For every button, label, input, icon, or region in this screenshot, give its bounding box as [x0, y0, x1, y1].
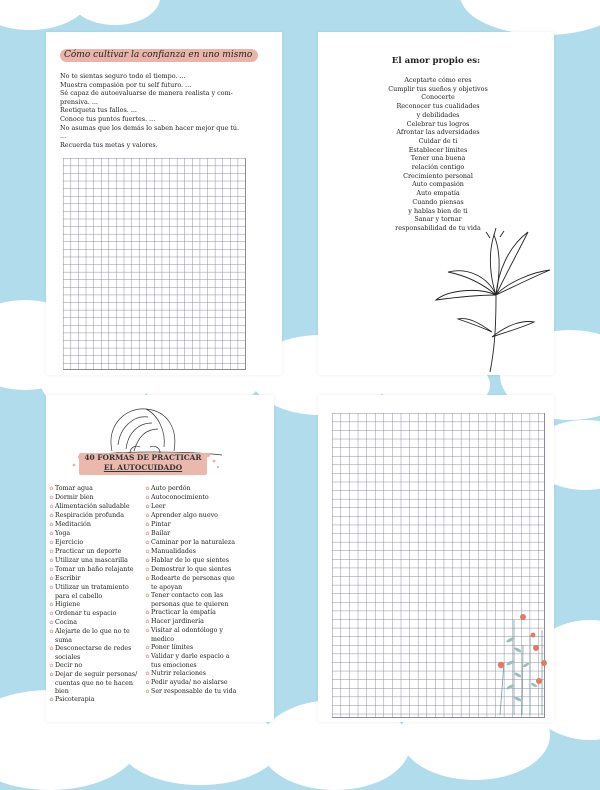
- flower-bullet-icon: ✿: [49, 610, 54, 617]
- selfcare-item: [48, 566, 141, 575]
- selfcare-item: [144, 636, 274, 644]
- selfcare-item-label: suma: [55, 636, 73, 644]
- selfcare-item: [144, 503, 274, 512]
- selfcare-item: [144, 601, 274, 609]
- self-love-item: Cuidar de ti: [418, 136, 458, 145]
- cloud: [460, 0, 600, 35]
- self-love-item: Cumplir tus sueños y objetivos: [388, 84, 488, 93]
- selfcare-item-label: Alimentación saludable: [55, 502, 130, 510]
- selfcare-item: [144, 609, 274, 618]
- self-love-item: Sanar y tornar: [414, 215, 462, 224]
- flower-bullet-icon: ✿: [145, 539, 150, 546]
- grid-page: [318, 395, 554, 722]
- selfcare-item-label: Alejarte de lo que no te: [55, 627, 130, 635]
- selfcare-item-label: Practicar un deporte: [55, 547, 122, 555]
- selfcare-item-label: Hablar de lo que sientes: [151, 556, 229, 564]
- self-love-item: Afrontar las adversidades: [396, 128, 480, 137]
- selfcare-item: [48, 521, 141, 530]
- selfcare-item-label: Decir no: [55, 661, 83, 669]
- selfcare-item-label: bien: [55, 687, 69, 695]
- selfcare-item: [48, 503, 141, 512]
- selfcare-item-label: Higiene: [55, 600, 81, 608]
- selfcare-item-label: Bailar: [151, 529, 171, 537]
- confidence-line: prensiva. ...: [60, 97, 98, 106]
- selfcare-item: [144, 512, 274, 521]
- selfcare-item: [48, 530, 141, 539]
- selfcare-item-label: Visitar al odontólogo y: [151, 626, 223, 634]
- selfcare-item: [144, 627, 274, 636]
- selfcare-item: [144, 662, 274, 670]
- selfcare-item: [144, 584, 274, 592]
- flower-bullet-icon: ✿: [145, 557, 150, 564]
- cloud: [70, 0, 160, 25]
- selfcare-title-line2: EL AUTOCUIDADO: [103, 462, 183, 472]
- selfcare-item: [144, 618, 274, 627]
- selfcare-item-label: te apoyan: [151, 583, 183, 591]
- selfcare-item: [144, 670, 274, 679]
- selfcare-item: [48, 539, 141, 548]
- flower-bullet-icon: ✿: [145, 609, 150, 616]
- wildflowers-illustration: [318, 395, 554, 722]
- flower-bullet-icon: ✿: [49, 486, 54, 492]
- self-love-item: responsabilidad de tu vida: [395, 223, 481, 232]
- selfcare-item-label: Respiración profunda: [55, 511, 124, 519]
- selfcare-item: [144, 521, 274, 530]
- flower-bullet-icon: ✿: [145, 618, 150, 625]
- flower-bullet-icon: ✿: [49, 584, 54, 591]
- selfcare-item-label: Tomar agua: [55, 485, 93, 492]
- selfcare-item-label: Psicoterapia: [55, 695, 95, 703]
- selfcare-item: [48, 671, 141, 680]
- self-love-page: [318, 32, 554, 375]
- flower-bullet-icon: ✿: [49, 566, 54, 573]
- flower-bullet-icon: ✿: [145, 494, 150, 501]
- self-love-item: Establecer límites: [408, 145, 468, 154]
- flower-bullet-icon: ✿: [49, 601, 54, 608]
- selfcare-item: [48, 637, 141, 645]
- selfcare-item-label: personas que te quieren: [151, 600, 229, 608]
- selfcare-item-label: Desconectarse de redes: [55, 644, 132, 652]
- selfcare-item: [48, 557, 141, 566]
- selfcare-item-label: Ejercicio: [55, 538, 84, 546]
- confidence-title: Cómo cultivar la confianza en uno mismo: [60, 49, 258, 62]
- confidence-page: [46, 32, 282, 375]
- flower-bullet-icon: ✿: [145, 503, 150, 510]
- selfcare-item: [144, 566, 274, 575]
- confidence-line: No te sientas seguro todo el tiempo. ...: [60, 72, 186, 80]
- selfcare-item: [48, 696, 141, 705]
- flower-bullet-icon: ✿: [49, 503, 54, 510]
- selfcare-item-label: Yoga: [55, 529, 71, 537]
- selfcare-item: [48, 680, 141, 688]
- selfcare-item: [48, 610, 141, 619]
- self-love-item: Cuando piensas: [412, 197, 464, 206]
- flower-bullet-icon: ✿: [49, 662, 54, 669]
- selfcare-item: [144, 548, 274, 557]
- self-love-item: Auto empatía: [416, 189, 460, 198]
- selfcare-item-label: Dormir bien: [55, 493, 94, 501]
- selfcare-item: [144, 592, 274, 601]
- selfcare-item: [48, 662, 141, 671]
- selfcare-item: [48, 548, 141, 557]
- selfcare-item-label: Ordenar tu espacio: [55, 609, 117, 617]
- selfcare-item: [144, 557, 274, 566]
- confidence-text: [60, 72, 256, 149]
- selfcare-item: [144, 653, 274, 662]
- flower-bullet-icon: ✿: [145, 592, 150, 599]
- selfcare-item-label: Dejar de seguir personas/: [55, 670, 138, 678]
- flower-bullet-icon: ✿: [145, 512, 150, 519]
- selfcare-item-label: Rodearte de personas que: [151, 574, 235, 582]
- selfcare-item-label: Practicar la empatía: [151, 608, 216, 616]
- self-love-item: Reconocer tus cualidades: [396, 102, 480, 111]
- selfcare-item: [144, 539, 274, 548]
- selfcare-item-label: Utilizar una mascarilla: [55, 556, 128, 564]
- selfcare-item-label: para el cabello: [55, 592, 103, 600]
- confidence-line: Reetiqueta tus fallos. ...: [60, 106, 137, 115]
- selfcare-item-label: Utilizar un tratamiento: [55, 583, 129, 591]
- flower-bullet-icon: ✿: [145, 575, 150, 582]
- flower-bullet-icon: ✿: [145, 627, 150, 634]
- flower-bullet-icon: ✿: [49, 696, 54, 703]
- flower-bullet-icon: ✿: [145, 530, 150, 537]
- flower-bullet-icon: ✿: [145, 679, 150, 686]
- flower-bullet-icon: ✿: [145, 653, 150, 660]
- selfcare-item-label: Hacer jardinería: [151, 617, 204, 625]
- selfcare-item: [144, 575, 274, 584]
- selfcare-item: [144, 485, 274, 494]
- selfcare-item-label: Aprender algo nuevo: [151, 511, 218, 519]
- selfcare-item: [144, 494, 274, 503]
- self-love-item: Tener una buena: [410, 154, 466, 163]
- selfcare-item-label: Auto perdón: [151, 485, 191, 492]
- selfcare-item-label: Escribir: [55, 574, 81, 582]
- selfcare-item: [48, 688, 141, 696]
- flower-bullet-icon: ✿: [49, 557, 54, 564]
- confidence-line: Recuerda tus metas y valores.: [60, 140, 158, 149]
- selfcare-item-label: Validar y darle espacio a: [151, 652, 230, 660]
- selfcare-item: [48, 575, 141, 584]
- selfcare-item: [48, 619, 141, 628]
- selfcare-item: [48, 593, 141, 601]
- flower-bullet-icon: ✿: [49, 628, 54, 635]
- selfcare-title: [79, 453, 207, 472]
- selfcare-item-label: Ser responsable de tu vida: [151, 687, 237, 695]
- flower-bullet-icon: ✿: [49, 671, 54, 678]
- selfcare-item: [144, 644, 274, 653]
- flower-bullet-icon: ✿: [49, 530, 54, 537]
- selfcare-item: [48, 584, 141, 593]
- flower-bullet-icon: ✿: [145, 486, 150, 492]
- lily-flower-illustration: [318, 32, 554, 375]
- selfcare-item-label: Nutrir relaciones: [151, 669, 206, 677]
- flower-bullet-icon: ✿: [145, 566, 150, 573]
- confidence-line: Conoce tus puntos fuertes. ...: [60, 114, 156, 123]
- selfcare-item-label: tus emociones: [151, 661, 197, 669]
- self-love-item: Celebrar tus logros: [406, 119, 470, 128]
- selfcare-item-label: Pedir ayuda/ no aislarse: [151, 678, 228, 686]
- selfcare-item-label: Pintar: [151, 520, 171, 528]
- self-love-item: Conocerte: [421, 93, 455, 102]
- selfcare-column-1: [48, 485, 141, 705]
- selfcare-item: [144, 530, 274, 539]
- selfcare-item-label: Tener contacto con las: [151, 591, 224, 599]
- grid-paper: [63, 158, 246, 370]
- selfcare-item-label: Tomar un baño relajante: [55, 565, 134, 573]
- selfcare-item-label: Manualidades: [151, 547, 196, 555]
- selfcare-column-2: [144, 485, 274, 697]
- selfcare-title-line1: 40 FORMAS DE PRACTICAR: [84, 453, 202, 462]
- selfcare-item: [48, 628, 141, 637]
- flower-bullet-icon: ✿: [145, 521, 150, 528]
- selfcare-item: [48, 494, 141, 503]
- self-love-item: Crecimiento personal: [403, 171, 473, 180]
- flower-bullet-icon: ✿: [49, 645, 54, 652]
- flower-bullet-icon: ✿: [49, 521, 54, 528]
- flower-bullet-icon: ✿: [49, 575, 54, 582]
- selfcare-page: [46, 395, 274, 722]
- selfcare-item-label: Demostrar lo que sientes: [151, 565, 232, 573]
- confidence-line: ...: [60, 132, 67, 141]
- flower-bullet-icon: ✿: [145, 548, 150, 555]
- flower-bullet-icon: ✿: [49, 512, 54, 519]
- selfcare-item-label: Cocina: [55, 618, 77, 626]
- selfcare-item: [48, 485, 141, 494]
- selfcare-item: [48, 512, 141, 521]
- self-love-item: y hablas bien de ti: [408, 206, 468, 215]
- flower-bullet-icon: ✿: [145, 670, 150, 677]
- selfcare-item-label: sociales: [55, 653, 81, 661]
- selfcare-item-label: Poner límites: [151, 643, 194, 651]
- confidence-line: No asumas que los demás lo saben hacer mejor que tú.: [60, 123, 240, 132]
- self-love-item: relación contigo: [411, 163, 465, 172]
- flower-bullet-icon: ✿: [145, 688, 150, 695]
- selfcare-item: [144, 688, 274, 697]
- self-love-title: El amor propio es:: [391, 56, 481, 66]
- flower-bullet-icon: ✿: [49, 539, 54, 546]
- flower-bullet-icon: ✿: [49, 619, 54, 626]
- selfcare-item-label: medico: [151, 635, 175, 643]
- selfcare-item-label: Meditación: [55, 520, 91, 528]
- selfcare-item: [48, 645, 141, 654]
- self-love-item: Auto compasión: [412, 180, 464, 189]
- confidence-line: Sé capaz de autoevaluarse de manera realista y com-: [60, 89, 233, 98]
- flower-bullet-icon: ✿: [145, 644, 150, 651]
- self-love-item: y debilidades: [416, 110, 460, 119]
- flower-bullet-icon: ✿: [49, 494, 54, 501]
- selfcare-item: [48, 601, 141, 610]
- selfcare-item: [144, 679, 274, 688]
- confidence-line: Muestra compasión por tu self futuro. ...: [60, 80, 192, 89]
- selfcare-item-label: cuentas que no te hacen: [55, 679, 133, 687]
- selfcare-item-label: Autoconocimiento: [151, 493, 209, 501]
- selfcare-item-label: Caminar por la naturaleza: [151, 538, 235, 546]
- flower-bullet-icon: ✿: [49, 548, 54, 555]
- selfcare-item: [48, 654, 141, 662]
- self-love-item: Aceptarte cómo eres: [404, 76, 472, 84]
- selfcare-item-label: Leer: [151, 502, 166, 510]
